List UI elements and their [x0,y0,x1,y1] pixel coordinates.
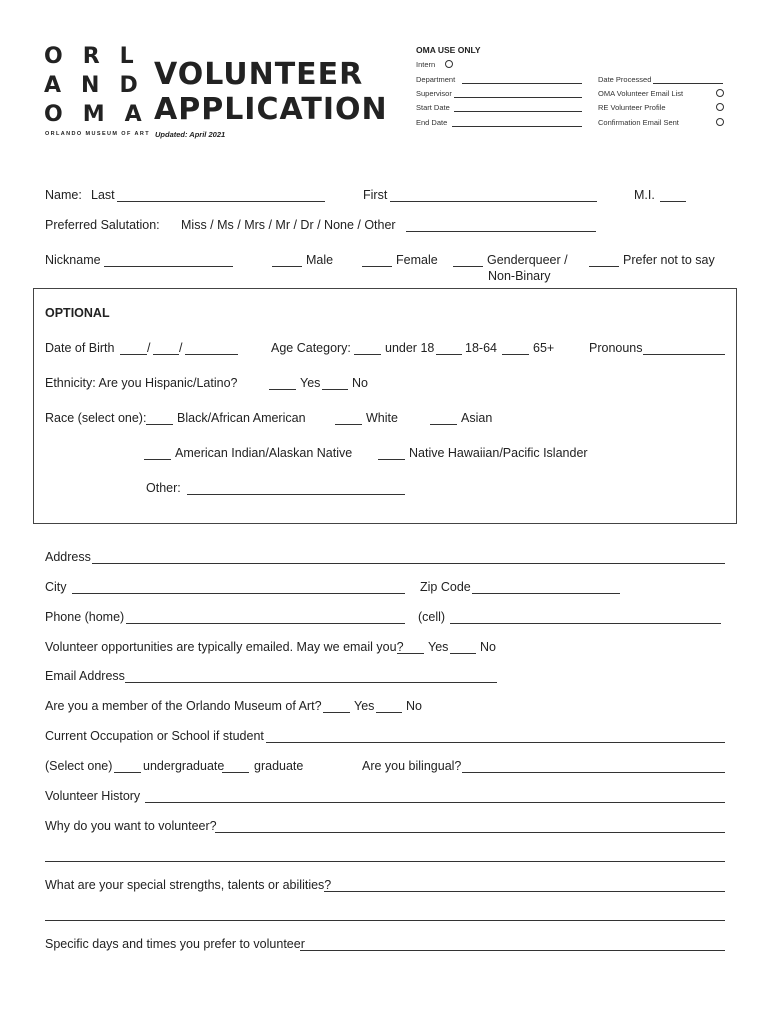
zip-field[interactable] [472,581,620,594]
race-label: Race (select one): [45,411,147,425]
email-list-checkbox[interactable] [716,89,724,97]
city-label: City [45,580,67,594]
last-name-field[interactable] [117,189,325,202]
under18-blank[interactable] [354,342,381,355]
age-18-64-label: 18-64 [465,341,497,355]
mi-label: M.I. [634,188,655,202]
oma-re-profile-label: RE Volunteer Profile [598,103,666,112]
city-field[interactable] [72,581,405,594]
oma-intern-label: Intern [416,60,436,69]
intern-checkbox[interactable] [445,60,453,68]
logo-row-1: ORL [44,44,154,69]
zip-label: Zip Code [420,580,471,594]
race-other-label: Other: [146,481,181,495]
confirmation-checkbox[interactable] [716,118,724,126]
dob-separator-1: / [147,341,151,355]
hawaiian-blank[interactable] [378,447,405,460]
hawaiian-label: Native Hawaiian/Pacific Islander [409,446,588,460]
white-label: White [366,411,398,425]
member-no-blank[interactable] [376,700,402,713]
age-65-label: 65+ [533,341,555,355]
male-label: Male [306,253,334,267]
hispanic-no-label: No [352,376,368,390]
under18-label: under 18 [385,341,435,355]
title-line-2: APPLICATION [154,92,388,127]
last-name-label: Last [91,188,115,202]
email-no-blank[interactable] [450,641,476,654]
member-yes-blank[interactable] [323,700,350,713]
oma-supervisor-label: Supervisor [416,89,452,98]
member-question: Are you a member of the Orlando Museum of Art? [45,699,322,713]
title-line-1: VOLUNTEER [154,57,364,92]
female-label: Female [396,253,438,267]
age-18-64-blank[interactable] [436,342,462,355]
hispanic-yes-label: Yes [300,376,321,390]
email-address-field[interactable] [125,670,497,683]
oma-email-list-label: OMA Volunteer Email List [598,89,684,98]
address-label: Address [45,550,91,564]
asian-blank[interactable] [430,412,457,425]
member-yes-label: Yes [354,699,375,713]
genderqueer-blank[interactable] [453,254,483,267]
logo-subtitle: ORLANDO MUSEUM OF ART [45,131,150,137]
non-binary-label: Non-Binary [488,269,551,283]
male-blank[interactable] [272,254,302,267]
salutation-other-field[interactable] [406,219,596,232]
why-field[interactable] [215,820,725,833]
black-blank[interactable] [146,412,173,425]
email-no-label: No [480,640,496,654]
oma-department-label: Department [416,75,456,84]
prefer-not-label: Prefer not to say [623,253,715,267]
bilingual-label: Are you bilingual? [362,759,462,773]
occupation-field[interactable] [266,730,725,743]
start-date-field[interactable] [454,99,582,112]
ethnicity-label: Ethnicity: Are you Hispanic/Latino? [45,376,238,390]
email-question: Volunteer opportunities are typically emailed. May we email you? [45,640,404,654]
oma-confirmation-label: Confirmation Email Sent [598,118,679,127]
updated-date: Updated: April 2021 [155,130,226,139]
undergraduate-blank[interactable] [114,760,141,773]
days-label: Specific days and times you prefer to volunteer [45,937,305,951]
name-label: Name: [45,188,82,202]
black-label: Black/African American [177,411,306,425]
oma-start-date-label: Start Date [416,103,450,112]
dob-separator-2: / [179,341,183,355]
phone-home-label: Phone (home) [45,610,125,624]
nickname-label: Nickname [45,253,101,267]
cell-label: (cell) [418,610,446,624]
supervisor-field[interactable] [454,85,582,98]
email-yes-label: Yes [428,640,449,654]
member-no-label: No [406,699,422,713]
select-one-label: (Select one) [45,759,113,773]
why-label: Why do you want to volunteer? [45,819,217,833]
prefer-not-blank[interactable] [589,254,619,267]
history-label: Volunteer History [45,789,141,803]
hispanic-no-blank[interactable] [322,377,348,390]
oma-date-processed-label: Date Processed [598,75,652,84]
dob-year-field[interactable] [185,342,238,355]
female-blank[interactable] [362,254,392,267]
logo-row-3: OMA [44,102,162,127]
age-65-blank[interactable] [502,342,529,355]
address-field[interactable] [92,551,725,564]
mi-field[interactable] [660,189,686,202]
optional-heading: OPTIONAL [45,306,110,320]
graduate-blank[interactable] [222,760,249,773]
why-field-line-2[interactable] [45,849,725,862]
dob-month-field[interactable] [120,342,147,355]
nickname-field[interactable] [104,254,233,267]
salutation-label: Preferred Salutation: [45,218,160,232]
first-name-label: First [363,188,388,202]
genderqueer-label: Genderqueer / [487,253,568,267]
pronouns-label: Pronouns [589,341,643,355]
first-name-field[interactable] [390,189,597,202]
pronouns-field[interactable] [643,342,725,355]
strengths-field[interactable] [324,879,725,892]
asian-label: Asian [461,411,493,425]
american-indian-label: American Indian/Alaskan Native [175,446,353,460]
race-other-field[interactable] [187,482,405,495]
undergraduate-label: undergraduate [143,759,225,773]
dob-label: Date of Birth [45,341,115,355]
end-date-field[interactable] [452,114,582,127]
salutation-options: Miss / Ms / Mrs / Mr / Dr / None / Other [181,218,396,232]
department-field[interactable] [462,71,582,84]
strengths-label: What are your special strengths, talents or abilities? [45,878,332,892]
days-field[interactable] [300,938,725,951]
phone-home-field[interactable] [126,611,405,624]
hispanic-yes-blank[interactable] [269,377,296,390]
bilingual-field[interactable] [462,760,725,773]
email-yes-blank[interactable] [397,641,424,654]
cell-field[interactable] [450,611,721,624]
date-processed-field[interactable] [653,71,723,84]
occupation-label: Current Occupation or School if student [45,729,264,743]
oma-use-heading: OMA USE ONLY [416,45,481,55]
re-profile-checkbox[interactable] [716,103,724,111]
age-category-label: Age Category: [271,341,351,355]
history-field[interactable] [145,790,725,803]
american-indian-blank[interactable] [144,447,171,460]
dob-day-field[interactable] [153,342,179,355]
white-blank[interactable] [335,412,362,425]
graduate-label: graduate [254,759,304,773]
strengths-field-line-2[interactable] [45,908,725,921]
oma-end-date-label: End Date [416,118,448,127]
email-address-label: Email Address [45,669,125,683]
logo-row-2: AND [44,73,158,98]
